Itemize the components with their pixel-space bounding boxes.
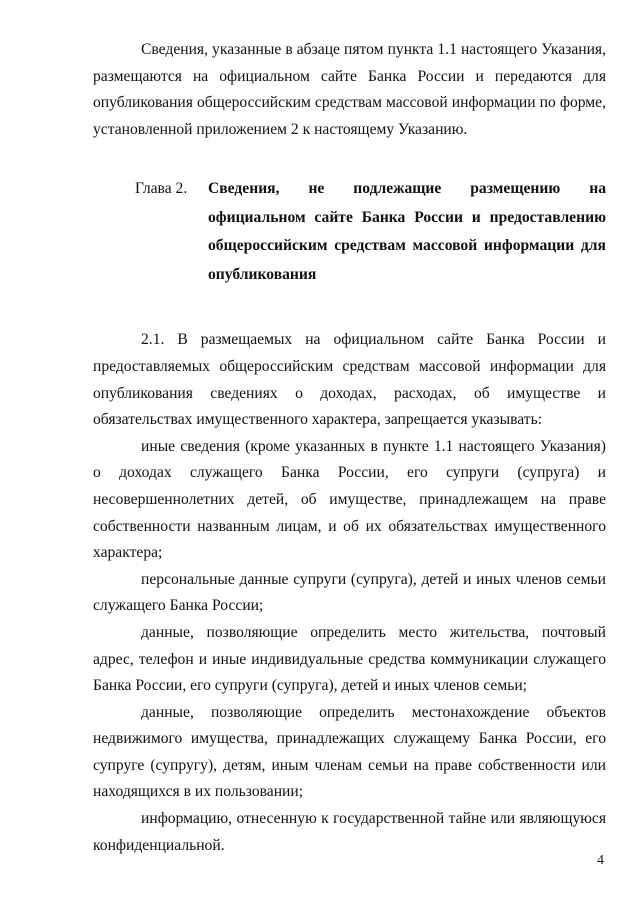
chapter-label: Глава 2. — [135, 180, 188, 198]
page-number: 4 — [597, 853, 604, 868]
intro-paragraph: Сведения, указанные в абзаце пятом пункта 1.1 настоящего Указания, размещаются на официальном сайте Банка России и передаются для опубликования общероссийским средствам массовой информации по форме, установленной приложением 2 к настоящему Указанию. — [93, 41, 606, 138]
clause-2-1: 2.1. В размещаемых на официальном сайте Банка России и предоставляемых общероссийским средствам массовой информации для опубликования сведениях о доходах, расходах, об имуществе и обязательствах имущественного характера, запрещается указывать: — [93, 331, 606, 429]
list-item: персональные данные супруги (супруга), детей и иных членов семьи служащего Банка России; — [93, 570, 606, 615]
chapter-title: Сведения, не подлежащие размещению на официальном сайте Банка России и предоставлению общероссийским средствам массовой информации для опубликования — [208, 180, 606, 283]
list-item: данные, позволяющие определить место жительства, почтовый адрес, телефон и иные индивидуальные средства коммуникации служащего Банка России, его супруги (супруга), детей и иных членов семьи; — [93, 623, 606, 695]
list-item: данные, позволяющие определить местонахождение объектов недвижимого имущества, принадлежащих служащему Банка России, его супруге (супругу), детям, иным членам семьи на праве собственности или находящихся в их пользовании; — [93, 703, 606, 801]
list-item: информацию, отнесенную к государственной тайне или являющуюся конфиденциальной. — [93, 810, 606, 854]
chapter-heading — [135, 175, 606, 289]
clause-section — [93, 327, 606, 859]
list-item: иные сведения (кроме указанных в пункте 1.1 настоящего Указания) о доходах служащего Банка России, его супруги (супруга) и несовершеннолетних детей, об имуществе, принадлежащем на праве собственности названным лицам, и об их обязательствах имущественного характера; — [93, 437, 606, 562]
document-body — [93, 37, 606, 859]
